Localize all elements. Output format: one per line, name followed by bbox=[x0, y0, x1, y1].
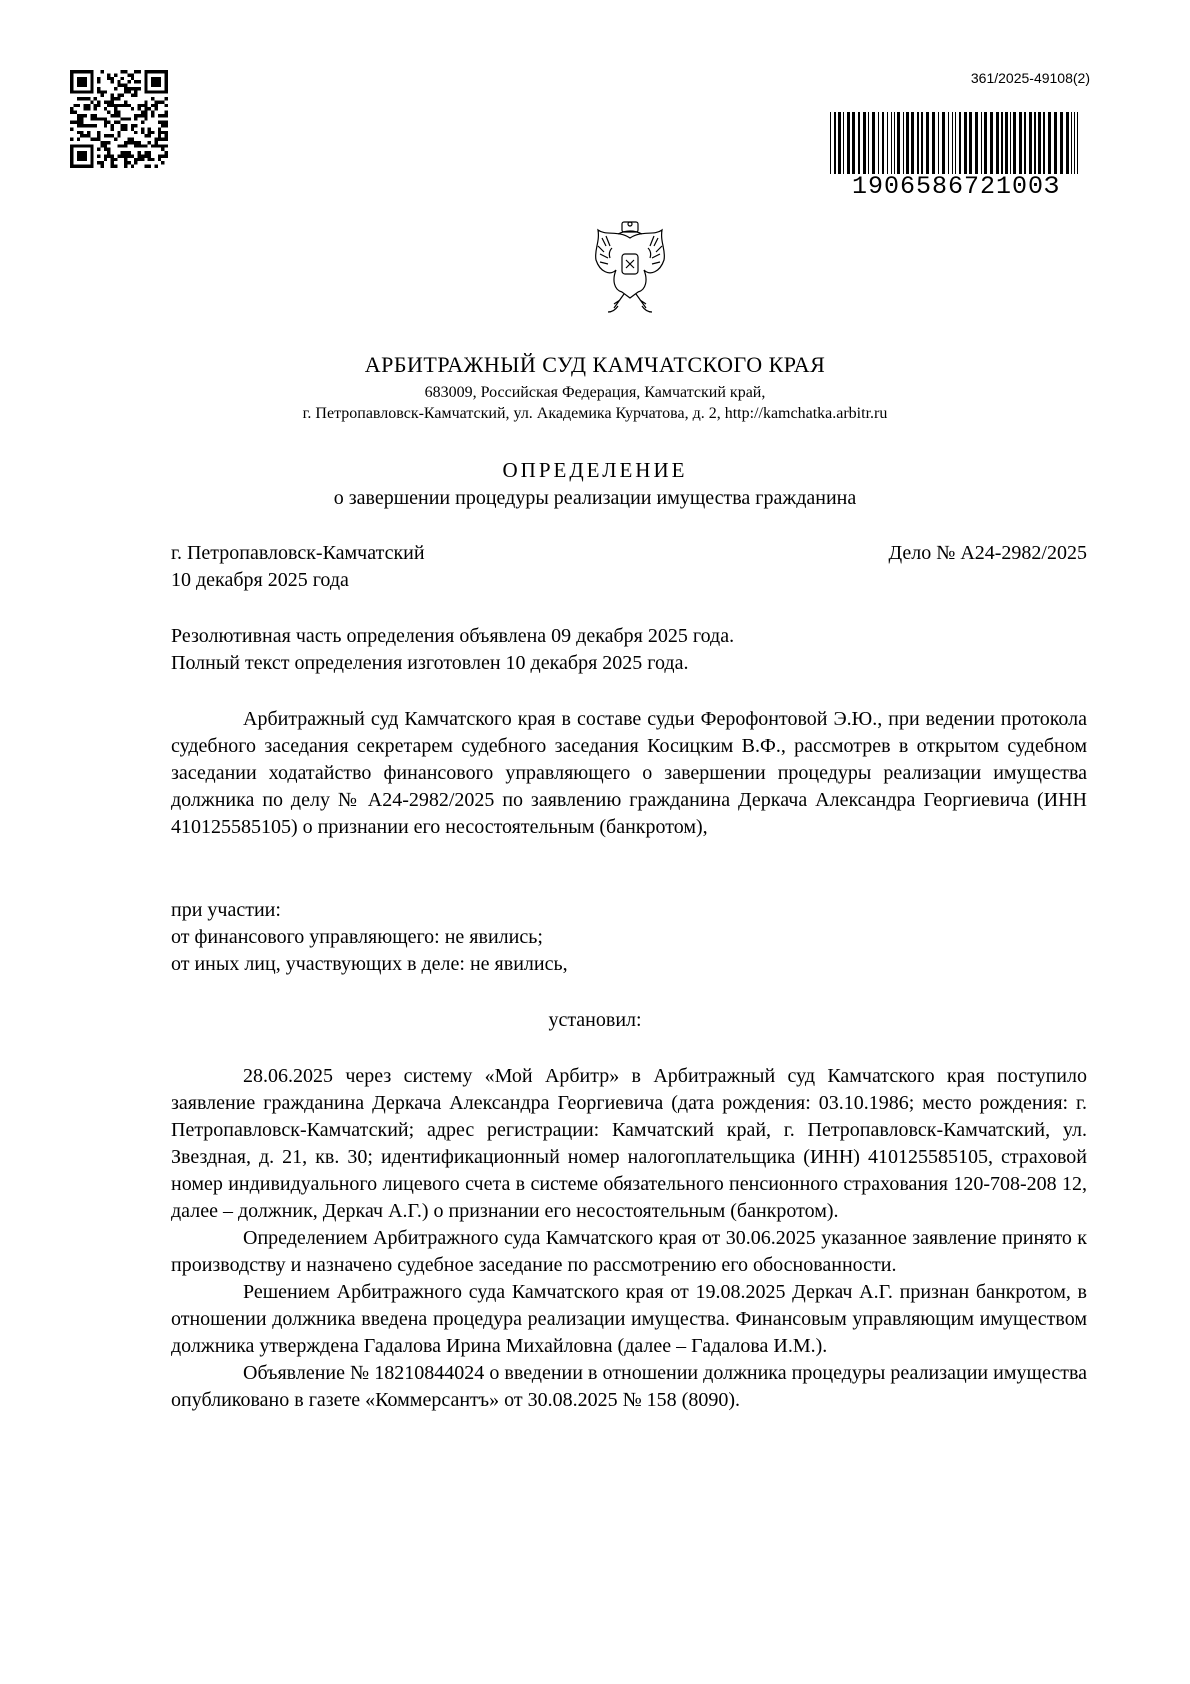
participants bbox=[171, 897, 1087, 978]
established-heading: установил: bbox=[548, 1009, 642, 1031]
body-paragraph: Объявление № 18210844024 о введении в отношении должника процедуры реализации имущества опубликовано в газете «Коммерсантъ» от 30.08.2025 № 158 (8090). bbox=[171, 1362, 1087, 1411]
resolution-announced: Резолютивная часть определения объявлена 09 декабря 2025 года. bbox=[171, 625, 735, 647]
document-subject: о завершении процедуры реализации имущества гражданина bbox=[333, 487, 857, 509]
document-type: ОПРЕДЕЛЕНИЕ bbox=[502, 458, 688, 482]
intro-text: Арбитражный суд Камчатского края в составе судьи Ферофонтовой Э.Ю., при ведении протокола судебного заседания секретарем судебного заседания Косицким В.Ф., рассмотрев в открытом судебном заседании ходатайство финансового управляющего о завершении процедуры реализации имущества должника по делу № А24-2982/2025 по заявлению гражданина Деркача Александра Георгиевича (ИНН 410125585105) о признании его несостоятельным (банкротом), bbox=[171, 708, 1087, 838]
document-code: 361/2025-49108(2) bbox=[970, 70, 1090, 86]
case-number: Дело № А24-2982/2025 bbox=[888, 542, 1087, 564]
document-date: 10 декабря 2025 года bbox=[171, 569, 349, 591]
barcode-number: 190658672100З bbox=[826, 174, 1086, 200]
body-paragraph: Решением Арбитражного суда Камчатского края от 19.08.2025 Деркач А.Г. признан банкротом, в отношении должника введена процедура реализации имущества. Финансовым управляющим имуществом должника утверждена Гадалова Ирина Михайловна (далее – Гадалова И.М.). bbox=[171, 1281, 1087, 1357]
full-text-made: Полный текст определения изготовлен 10 декабря 2025 года. bbox=[171, 652, 689, 674]
participants-label: при участии: bbox=[171, 899, 281, 921]
city: г. Петропавловск-Камчатский bbox=[171, 542, 425, 564]
qr-code-icon bbox=[70, 70, 168, 168]
barcode bbox=[826, 112, 1086, 204]
court-address-line1: 683009, Российская Федерация, Камчатский край, bbox=[424, 384, 766, 401]
participant-financial-manager: от финансового управляющего: не явились; bbox=[171, 926, 543, 948]
resolution-info bbox=[171, 623, 1087, 677]
body-paragraph: Определением Арбитражного суда Камчатского края от 30.06.2025 указанное заявление принято к производству и назначено судебное заседание по рассмотрению его обоснованности. bbox=[171, 1227, 1087, 1276]
intro-paragraph bbox=[171, 706, 1087, 841]
body-paragraphs bbox=[171, 1063, 1087, 1414]
body-paragraph: 28.06.2025 через систему «Мой Арбитр» в Арбитражный суд Камчатского края поступило заявление гражданина Деркача Александра Георгиевича (дата рождения: 03.10.1986; место рождения: г. Петропавловск-Камчатский; адрес регистрации: Камчатский край, г. Петропавловск-Камчатский, ул. Звездная, д. 21, кв. 30; идентификационный номер налогоплательщика (ИНН) 410125585105, страховой номер индивидуального лицевого счета в системе обязательного пенсионного страхования 120-708-208 12, далее – должник, Деркач А.Г.) о признании его несостоятельным (банкротом). bbox=[171, 1065, 1087, 1222]
coat-of-arms-icon bbox=[588, 220, 672, 320]
participant-other-persons: от иных лиц, участвующих в деле: не явились, bbox=[171, 953, 568, 975]
court-address-line2: г. Петропавловск-Камчатский, ул. Академика Курчатова, д. 2, http://kamchatka.arbitr.ru bbox=[302, 405, 888, 422]
court-name: АРБИТРАЖНЫЙ СУД КАМЧАТСКОГО КРАЯ bbox=[364, 352, 826, 377]
